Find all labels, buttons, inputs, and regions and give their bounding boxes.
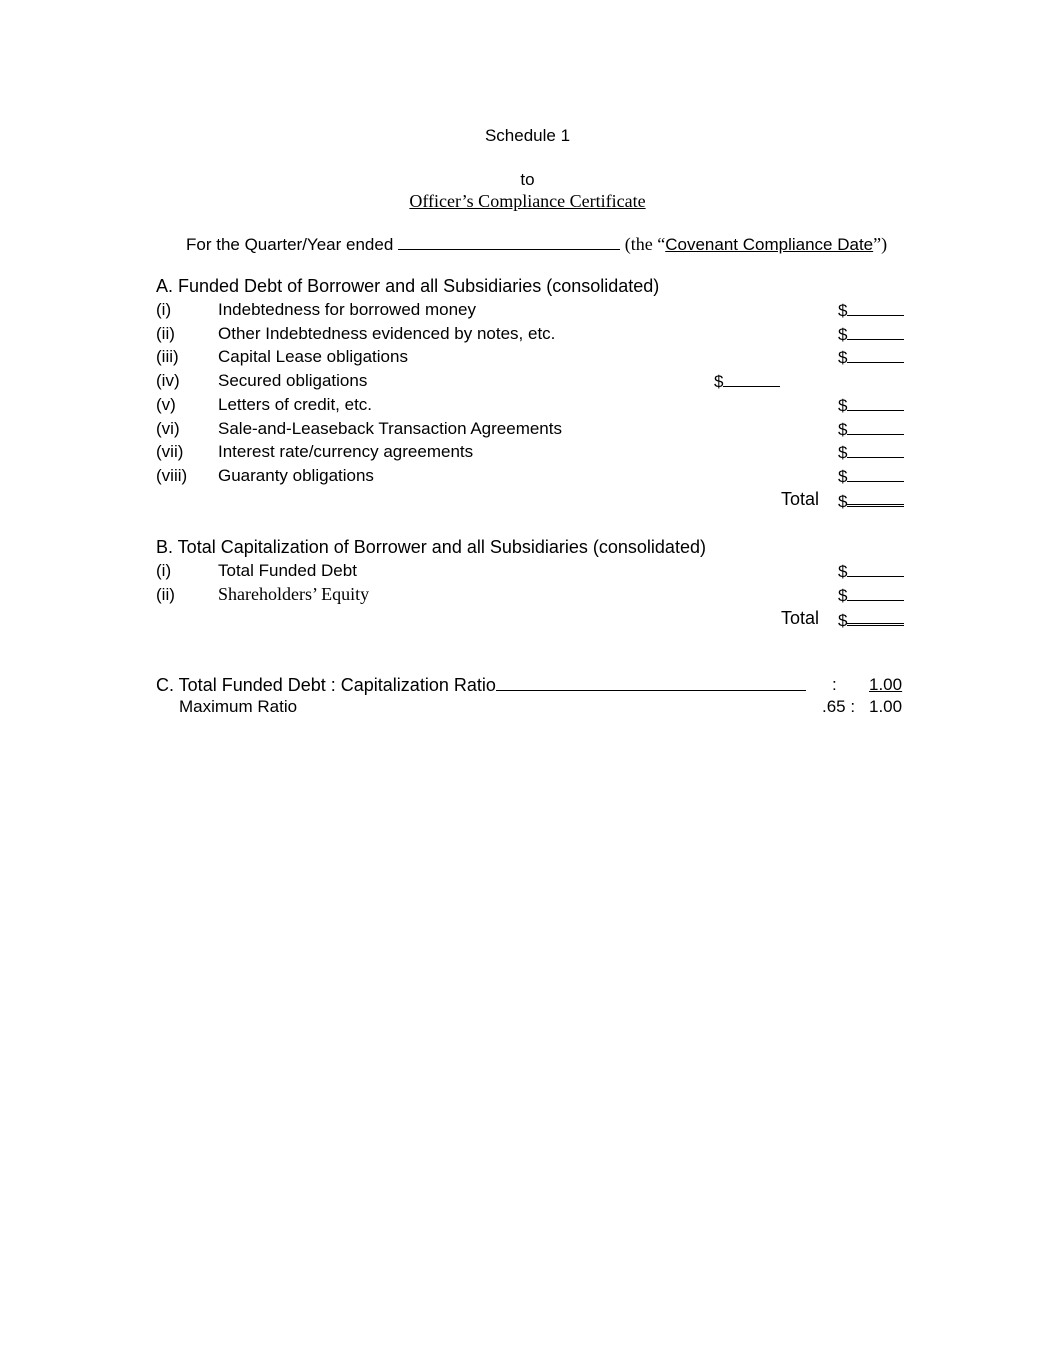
item-label: Capital Lease obligations — [218, 347, 408, 366]
amount-field: $ — [838, 467, 904, 485]
section-b-total-field: $ — [838, 610, 904, 629]
ratio-blank — [496, 676, 806, 691]
item-label: Secured obligations — [218, 371, 368, 390]
item-label: Indebtedness for borrowed money — [218, 300, 476, 319]
ratio-value: 1.00 — [869, 675, 903, 694]
item-label: Guaranty obligations — [218, 466, 374, 485]
section-a-title: A. Funded Debt of Borrower and all Subsidiaries (consolidated) — [156, 276, 660, 296]
section-a-total-field: $ — [838, 491, 904, 510]
amount-field: $ — [838, 348, 904, 366]
max-ratio-right: 1.00 — [869, 697, 903, 716]
section-a-total-label: Total — [781, 489, 820, 509]
item-num: (v) — [156, 395, 176, 414]
amount-field: $ — [714, 372, 780, 390]
item-label: Sale-and-Leaseback Transaction Agreements — [218, 419, 562, 438]
amount-field: $ — [838, 325, 904, 343]
section-c-line — [156, 676, 806, 694]
amount-field: $ — [838, 301, 904, 319]
period-label: For the Quarter/Year ended — [186, 235, 394, 254]
max-ratio-left: .65 : — [822, 697, 856, 716]
item-label: Interest rate/currency agreements — [218, 442, 474, 461]
schedule-title: Schedule 1 — [484, 126, 571, 145]
item-label: Letters of credit, etc. — [218, 395, 373, 414]
the-close: ”) — [873, 234, 888, 254]
amount-field: $ — [838, 562, 904, 580]
item-num: (iv) — [156, 371, 180, 390]
item-num: (vi) — [156, 419, 180, 438]
amount-field: $ — [838, 396, 904, 414]
item-num: (viii) — [156, 466, 188, 485]
item-num: (i) — [156, 561, 172, 580]
period-date-blank — [398, 235, 620, 250]
section-b-total-label: Total — [781, 608, 820, 628]
item-num: (i) — [156, 300, 172, 319]
section-b-title: B. Total Capitalization of Borrower and all Subsidiaries (consolidated) — [156, 537, 706, 557]
item-label: Other Indebtedness evidenced by notes, etc. — [218, 324, 556, 343]
amount-field: $ — [838, 586, 904, 604]
period-line — [186, 235, 887, 253]
item-label: Total Funded Debt — [218, 561, 357, 580]
section-c-title: C. Total Funded Debt : Capitalization Ratio — [156, 675, 496, 695]
certificate-title: Officer’s Compliance Certificate — [409, 191, 646, 211]
item-num: (vii) — [156, 442, 184, 461]
item-num: (iii) — [156, 347, 179, 366]
item-label: Shareholders’ Equity — [218, 584, 370, 604]
item-num: (ii) — [156, 324, 175, 343]
to-text: to — [520, 170, 535, 189]
defined-term: Covenant Compliance Date — [665, 235, 874, 254]
amount-field: $ — [838, 443, 904, 461]
item-num: (ii) — [156, 585, 175, 604]
amount-field: $ — [838, 420, 904, 438]
ratio-colon: : — [832, 675, 837, 694]
the-open: (the “ — [624, 234, 666, 254]
max-ratio-label: Maximum Ratio — [179, 697, 298, 716]
